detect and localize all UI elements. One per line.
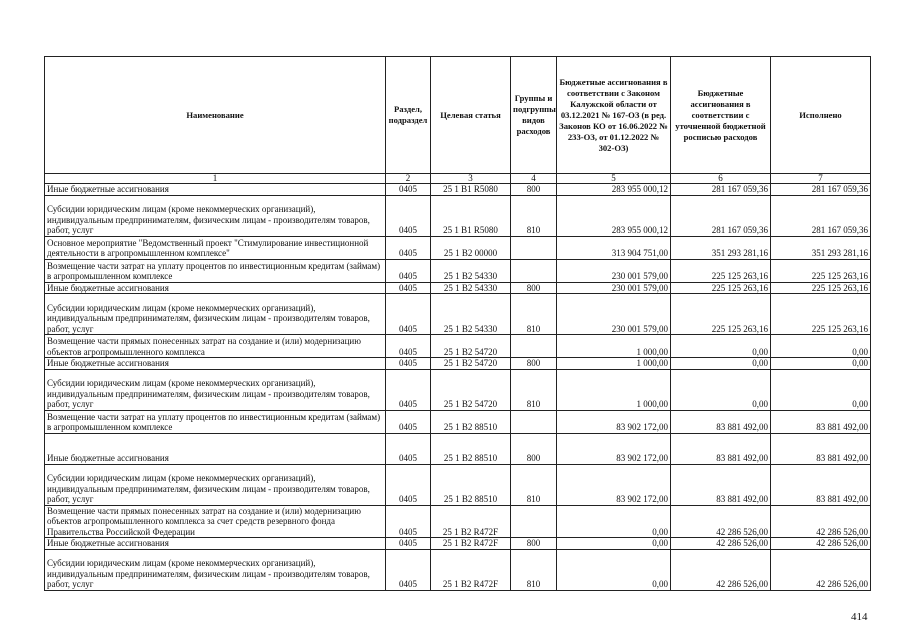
row-article: 25 1 B2 54720 [431, 335, 511, 358]
row-name: Субсидии юридическим лицам (кроме некоммерческих организаций), индивидуальным предпринимателям, физическим лицам - производителям товаров, работ, услуг [45, 294, 386, 335]
row-group: 810 [511, 464, 557, 505]
header-article: Целевая статья [431, 57, 511, 174]
table-row [45, 259, 871, 282]
row-group [511, 335, 557, 358]
table-row [45, 433, 871, 464]
row-name: Иные бюджетные ассигнования [45, 184, 386, 196]
table-row [45, 464, 871, 505]
row-plan-amount: 0,00 [671, 358, 771, 370]
row-name: Субсидии юридическим лицам (кроме некоммерческих организаций), индивидуальным предпринимателям, физическим лицам - производителям товаров, работ, услуг [45, 195, 386, 236]
row-group: 810 [511, 549, 557, 590]
row-name: Иные бюджетные ассигнования [45, 538, 386, 550]
row-section: 0405 [386, 184, 431, 196]
row-group: 810 [511, 369, 557, 410]
row-name: Основное мероприятие "Ведомственный проект "Стимулирование инвестиционной деятельности в агропромышленном комплексе" [45, 236, 386, 259]
row-group: 800 [511, 282, 557, 294]
row-law-amount: 0,00 [557, 549, 671, 590]
row-plan-amount: 83 881 492,00 [671, 433, 771, 464]
row-group: 810 [511, 294, 557, 335]
table-row [45, 358, 871, 370]
row-law-amount: 0,00 [557, 505, 671, 538]
row-plan-amount: 42 286 526,00 [671, 505, 771, 538]
row-name: Возмещение части прямых понесенных затрат на создание и (или) модернизацию объектов агропромышленного комплекса за счет средств резервного фонда Правительства Российской Федерации [45, 505, 386, 538]
row-section: 0405 [386, 549, 431, 590]
row-executed-amount: 225 125 263,16 [771, 282, 871, 294]
row-law-amount: 0,00 [557, 538, 671, 550]
row-executed-amount: 281 167 059,36 [771, 184, 871, 196]
table-row [45, 538, 871, 550]
row-executed-amount: 225 125 263,16 [771, 259, 871, 282]
row-group: 800 [511, 358, 557, 370]
row-law-amount: 230 001 579,00 [557, 294, 671, 335]
row-executed-amount: 83 881 492,00 [771, 410, 871, 433]
column-number: 4 [511, 174, 557, 184]
column-number-row [45, 174, 871, 184]
row-group [511, 505, 557, 538]
header-row [45, 57, 871, 174]
header-executed: Исполнено [771, 57, 871, 174]
row-executed-amount: 0,00 [771, 335, 871, 358]
row-law-amount: 1 000,00 [557, 358, 671, 370]
row-law-amount: 283 955 000,12 [557, 195, 671, 236]
row-name: Иные бюджетные ассигнования [45, 433, 386, 464]
row-article: 25 1 B2 54720 [431, 369, 511, 410]
table-row [45, 282, 871, 294]
row-plan-amount: 281 167 059,36 [671, 184, 771, 196]
row-article: 25 1 B2 54330 [431, 259, 511, 282]
row-article: 25 1 B2 54330 [431, 282, 511, 294]
table-row [45, 549, 871, 590]
column-number: 2 [386, 174, 431, 184]
row-plan-amount: 42 286 526,00 [671, 538, 771, 550]
table-row [45, 335, 871, 358]
table-row [45, 195, 871, 236]
row-name: Возмещение части прямых понесенных затрат на создание и (или) модернизацию объектов агропромышленного комплекса [45, 335, 386, 358]
row-group: 800 [511, 433, 557, 464]
row-article: 25 1 B2 88510 [431, 464, 511, 505]
row-article: 25 1 B2 54330 [431, 294, 511, 335]
header-section: Раздел, подраздел [386, 57, 431, 174]
row-section: 0405 [386, 358, 431, 370]
row-article: 25 1 B1 R5080 [431, 184, 511, 196]
row-section: 0405 [386, 464, 431, 505]
row-plan-amount: 83 881 492,00 [671, 410, 771, 433]
row-group [511, 259, 557, 282]
row-section: 0405 [386, 335, 431, 358]
row-name: Субсидии юридическим лицам (кроме некоммерческих организаций), индивидуальным предпринимателям, физическим лицам - производителям товаров, работ, услуг [45, 464, 386, 505]
row-article: 25 1 B2 00000 [431, 236, 511, 259]
table-row [45, 184, 871, 196]
row-section: 0405 [386, 259, 431, 282]
row-law-amount: 1 000,00 [557, 335, 671, 358]
column-number: 7 [771, 174, 871, 184]
budget-table [44, 56, 871, 591]
page-number: 414 [851, 611, 868, 623]
row-plan-amount: 42 286 526,00 [671, 549, 771, 590]
table-row [45, 505, 871, 538]
row-section: 0405 [386, 195, 431, 236]
header-name: Наименование [45, 57, 386, 174]
row-group: 800 [511, 538, 557, 550]
row-article: 25 1 B1 R5080 [431, 195, 511, 236]
row-name: Иные бюджетные ассигнования [45, 358, 386, 370]
row-law-amount: 313 904 751,00 [557, 236, 671, 259]
column-number: 5 [557, 174, 671, 184]
row-group [511, 236, 557, 259]
row-executed-amount: 225 125 263,16 [771, 294, 871, 335]
row-executed-amount: 83 881 492,00 [771, 433, 871, 464]
table-row [45, 369, 871, 410]
row-name: Возмещение части затрат на уплату процентов по инвестиционным кредитам (займам) в агропромышленном комплексе [45, 259, 386, 282]
row-section: 0405 [386, 410, 431, 433]
row-plan-amount: 0,00 [671, 369, 771, 410]
header-law-allocations: Бюджетные ассигнования в соответствии с Законом Калужской области от 03.12.2021 № 167-ОЗ (в ред. Законов КО от 16.06.2022 № 233-ОЗ, от 01.12.2022 № 302-ОЗ) [557, 57, 671, 174]
row-plan-amount: 281 167 059,36 [671, 195, 771, 236]
row-section: 0405 [386, 236, 431, 259]
row-plan-amount: 83 881 492,00 [671, 464, 771, 505]
row-executed-amount: 42 286 526,00 [771, 538, 871, 550]
row-group [511, 410, 557, 433]
row-name: Возмещение части затрат на уплату процентов по инвестиционным кредитам (займам) в агропромышленном комплексе [45, 410, 386, 433]
row-plan-amount: 225 125 263,16 [671, 282, 771, 294]
row-section: 0405 [386, 538, 431, 550]
table-row [45, 410, 871, 433]
row-law-amount: 283 955 000,12 [557, 184, 671, 196]
row-executed-amount: 83 881 492,00 [771, 464, 871, 505]
row-executed-amount: 281 167 059,36 [771, 195, 871, 236]
row-executed-amount: 0,00 [771, 369, 871, 410]
column-number: 3 [431, 174, 511, 184]
row-article: 25 1 B2 54720 [431, 358, 511, 370]
row-law-amount: 83 902 172,00 [557, 410, 671, 433]
row-law-amount: 230 001 579,00 [557, 282, 671, 294]
row-law-amount: 83 902 172,00 [557, 433, 671, 464]
header-plan-allocations: Бюджетные ассигнования в соответствии с уточненной бюджетной росписью расходов [671, 57, 771, 174]
column-number: 1 [45, 174, 386, 184]
row-executed-amount: 42 286 526,00 [771, 549, 871, 590]
row-article: 25 1 B2 R472F [431, 549, 511, 590]
row-name: Иные бюджетные ассигнования [45, 282, 386, 294]
row-group: 800 [511, 184, 557, 196]
column-number: 6 [671, 174, 771, 184]
row-law-amount: 230 001 579,00 [557, 259, 671, 282]
row-article: 25 1 B2 88510 [431, 433, 511, 464]
row-executed-amount: 42 286 526,00 [771, 505, 871, 538]
row-section: 0405 [386, 433, 431, 464]
row-name: Субсидии юридическим лицам (кроме некоммерческих организаций), индивидуальным предпринимателям, физическим лицам - производителям товаров, работ, услуг [45, 549, 386, 590]
row-law-amount: 1 000,00 [557, 369, 671, 410]
table-row [45, 294, 871, 335]
row-executed-amount: 351 293 281,16 [771, 236, 871, 259]
row-section: 0405 [386, 294, 431, 335]
row-section: 0405 [386, 282, 431, 294]
row-group: 810 [511, 195, 557, 236]
row-executed-amount: 0,00 [771, 358, 871, 370]
row-plan-amount: 225 125 263,16 [671, 259, 771, 282]
row-article: 25 1 B2 R472F [431, 538, 511, 550]
row-plan-amount: 225 125 263,16 [671, 294, 771, 335]
table-body [45, 184, 871, 591]
row-plan-amount: 0,00 [671, 335, 771, 358]
row-article: 25 1 B2 88510 [431, 410, 511, 433]
row-law-amount: 83 902 172,00 [557, 464, 671, 505]
row-article: 25 1 B2 R472F [431, 505, 511, 538]
header-group: Группы и подгруппы видов расходов [511, 57, 557, 174]
table-row [45, 236, 871, 259]
row-plan-amount: 351 293 281,16 [671, 236, 771, 259]
row-section: 0405 [386, 369, 431, 410]
row-name: Субсидии юридическим лицам (кроме некоммерческих организаций), индивидуальным предпринимателям, физическим лицам - производителям товаров, работ, услуг [45, 369, 386, 410]
row-section: 0405 [386, 505, 431, 538]
